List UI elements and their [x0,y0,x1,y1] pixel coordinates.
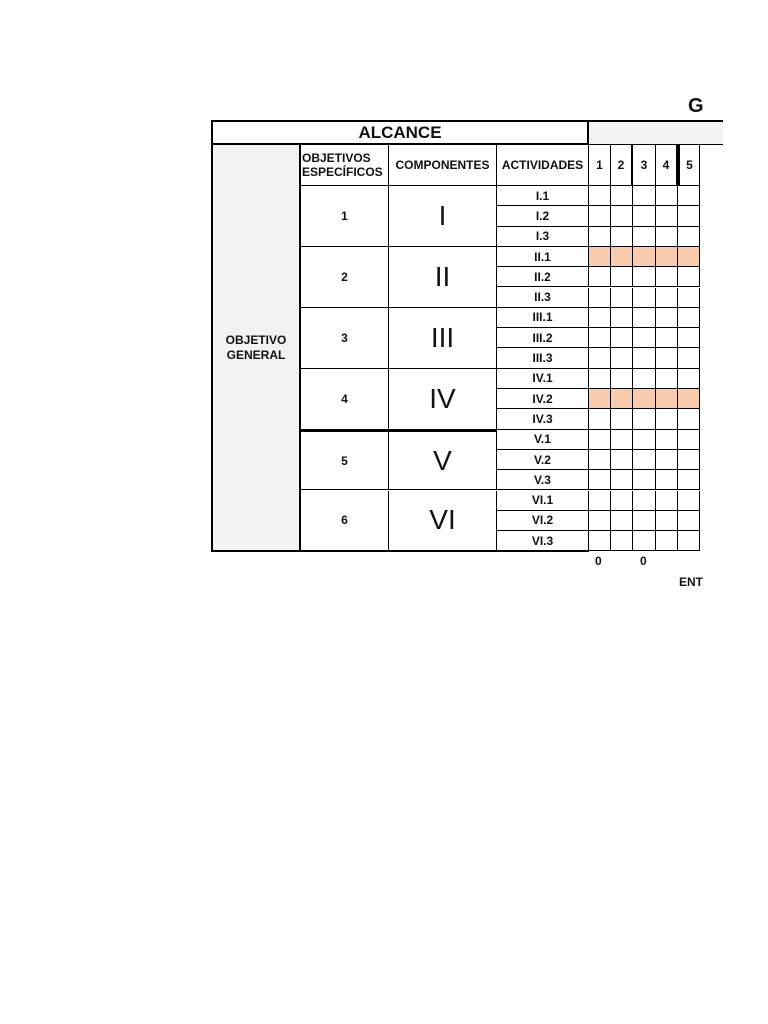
componentes-header: COMPONENTES [389,145,497,186]
objective-number: 4 [301,369,389,430]
schedule-cell[interactable] [678,389,700,409]
schedule-cell[interactable] [633,288,656,308]
schedule-cell[interactable] [678,227,700,247]
schedule-cell[interactable] [633,267,656,287]
schedule-cell[interactable] [611,531,633,551]
schedule-cell[interactable] [589,389,611,409]
schedule-cell[interactable] [656,247,678,267]
activity-label: VI.1 [497,491,589,511]
activity-label: II.3 [497,288,589,308]
schedule-cell[interactable] [656,267,678,287]
activity-label: VI.2 [497,511,589,531]
header-band [589,120,723,145]
activity-label: VI.3 [497,531,589,551]
objective-number: 2 [301,247,389,308]
schedule-cell[interactable] [589,470,611,490]
schedule-cell[interactable] [633,470,656,490]
schedule-cell[interactable] [656,531,678,551]
objective-number: 1 [301,186,389,247]
objective-number: 5 [301,430,389,491]
activity-label: III.3 [497,348,589,368]
schedule-cell[interactable] [633,186,656,206]
schedule-cell[interactable] [633,369,656,389]
schedule-cell[interactable] [656,491,678,511]
schedule-cell[interactable] [611,511,633,531]
objetivos-especificos-header: OBJETIVOS ESPECÍFICOS [301,145,389,186]
schedule-cell[interactable] [633,328,656,348]
component-label: III [389,308,497,369]
schedule-cell[interactable] [589,409,611,429]
schedule-cell[interactable] [678,491,700,511]
schedule-cell[interactable] [611,389,633,409]
schedule-cell[interactable] [633,511,656,531]
schedule-cell[interactable] [633,348,656,368]
objective-number: 3 [301,308,389,369]
schedule-cell[interactable] [633,531,656,551]
schedule-cell[interactable] [611,227,633,247]
schedule-cell[interactable] [656,389,678,409]
footer-value: 0 [640,554,647,568]
schedule-cell[interactable] [678,186,700,206]
schedule-cell[interactable] [633,389,656,409]
schedule-cell[interactable] [678,430,700,450]
schedule-cell[interactable] [589,369,611,389]
activity-label: IV.1 [497,369,589,389]
schedule-cell[interactable] [678,206,700,226]
schedule-cell[interactable] [678,247,700,267]
schedule-cell[interactable] [611,369,633,389]
schedule-cell[interactable] [678,288,700,308]
schedule-cell[interactable] [656,288,678,308]
schedule-cell[interactable] [656,409,678,429]
schedule-cell[interactable] [656,186,678,206]
schedule-cell[interactable] [633,491,656,511]
schedule-cell[interactable] [656,511,678,531]
activity-label: V.1 [497,430,589,450]
schedule-cell[interactable] [678,450,700,470]
schedule-cell[interactable] [678,470,700,490]
schedule-cell[interactable] [611,409,633,429]
footer-label: ENT [679,575,703,589]
schedule-cell[interactable] [633,247,656,267]
objetivo-general-label: OBJETIVO GENERAL [225,332,287,362]
activity-label: II.1 [497,247,589,267]
schedule-cell[interactable] [611,186,633,206]
schedule-cell[interactable] [611,267,633,287]
schedule-cell[interactable] [611,206,633,226]
schedule-cell[interactable] [656,450,678,470]
activity-label: V.2 [497,450,589,470]
schedule-cell[interactable] [633,227,656,247]
schedule-cell[interactable] [633,430,656,450]
actividades-header: ACTIVIDADES [497,145,589,186]
activity-label: V.3 [497,470,589,490]
schedule-cell[interactable] [678,531,700,551]
schedule-cell[interactable] [589,308,611,328]
activity-label: III.2 [497,328,589,348]
activity-label: I.3 [497,227,589,247]
activity-label: III.1 [497,308,589,328]
schedule-cell[interactable] [633,409,656,429]
schedule-cell[interactable] [633,308,656,328]
activity-label: IV.2 [497,389,589,409]
schedule-cell[interactable] [589,511,611,531]
schedule-cell[interactable] [589,491,611,511]
alcance-header: ALCANCE [211,120,589,145]
objective-number: 6 [301,491,389,552]
schedule-cell[interactable] [656,308,678,328]
schedule-cell[interactable] [611,430,633,450]
schedule-cell[interactable] [589,450,611,470]
schedule-cell[interactable] [633,450,656,470]
activity-label: II.2 [497,267,589,287]
schedule-cell[interactable] [611,470,633,490]
schedule-cell[interactable] [611,348,633,368]
schedule-cell[interactable] [611,328,633,348]
schedule-cell[interactable] [589,288,611,308]
component-label: I [389,186,497,247]
schedule-cell[interactable] [589,247,611,267]
schedule-cell[interactable] [656,227,678,247]
schedule-cell[interactable] [678,267,700,287]
component-label: V [389,430,497,491]
component-label: VI [389,491,497,552]
component-label: IV [389,369,497,430]
schedule-cell[interactable] [589,348,611,368]
schedule-cell[interactable] [611,308,633,328]
schedule-cell[interactable] [678,409,700,429]
schedule-cell[interactable] [589,186,611,206]
activity-label: I.2 [497,206,589,226]
schedule-cell[interactable] [589,227,611,247]
schedule-cell[interactable] [633,206,656,226]
component-label: II [389,247,497,308]
schedule-cell[interactable] [589,531,611,551]
schedule-cell[interactable] [611,450,633,470]
activity-label: I.1 [497,186,589,206]
schedule-cell[interactable] [678,369,700,389]
week-header: 4 [656,145,678,186]
schedule-cell[interactable] [678,511,700,531]
schedule-cell[interactable] [589,206,611,226]
activity-label: IV.3 [497,409,589,429]
footer-value: 0 [595,554,602,568]
schedule-cell[interactable] [678,308,700,328]
schedule-cell[interactable] [611,288,633,308]
week-header: 3 [633,145,656,186]
schedule-cell[interactable] [589,328,611,348]
table-bottom-border [301,550,589,552]
schedule-cell[interactable] [611,491,633,511]
schedule-cell[interactable] [678,348,700,368]
week-header: 1 [589,145,611,186]
schedule-cell[interactable] [656,369,678,389]
header-title-fragment: G [688,95,704,117]
schedule-cell[interactable] [656,470,678,490]
schedule-cell[interactable] [589,267,611,287]
schedule-cell[interactable] [656,348,678,368]
schedule-cell[interactable] [678,328,700,348]
schedule-cell[interactable] [656,206,678,226]
schedule-cell[interactable] [656,430,678,450]
week-header: 2 [611,145,633,186]
objetivo-general-cell [211,145,301,552]
schedule-cell[interactable] [656,328,678,348]
schedule-cell[interactable] [589,430,611,450]
week-header: 5 [678,145,700,186]
schedule-cell[interactable] [611,247,633,267]
